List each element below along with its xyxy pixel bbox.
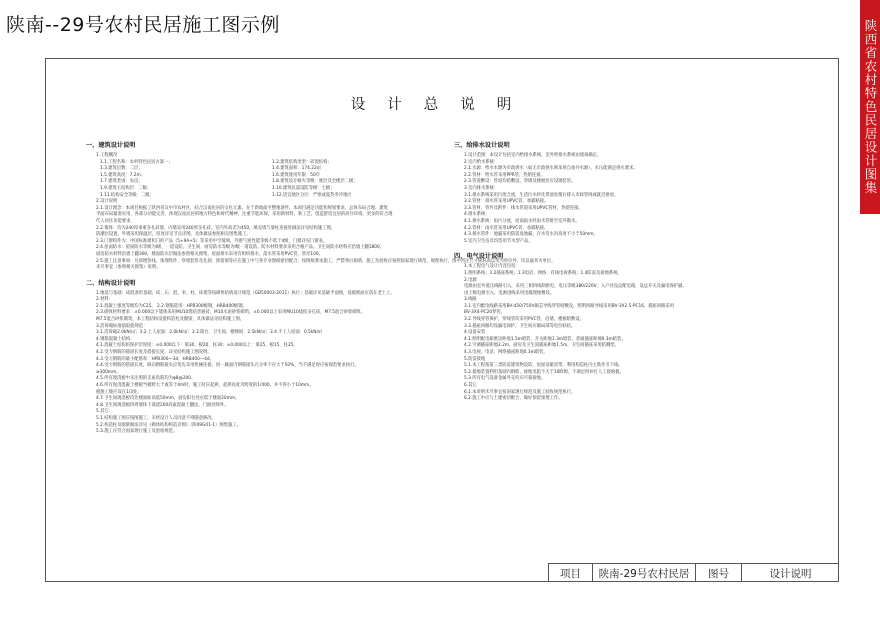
title-block xyxy=(548,563,839,582)
overview-item: 1.1.工程名称：农村特色民居方案一； xyxy=(100,159,173,165)
paragraph-line: 4.1.混凝土结构的保护层厚度：±0.000以下：梁30，板20，柱30；±0.000以上：梁25，板15，柱25。 xyxy=(96,343,298,349)
paragraph-line: 1.设计范围：本设计包括室内给排水系统，室外给排水系统由现场确定。 xyxy=(464,153,602,158)
overview-item: 1.12.适宜地区分区：严寒或夏热冬冷地区 xyxy=(272,192,352,198)
paragraph-line: 5.2.构造柱及圈梁做法详见《砌体结构构造详图》（陕09G01-1）图集施工。 xyxy=(96,422,241,428)
project-value: 陕南-29号农村民居 xyxy=(593,564,696,582)
drawing-label: 图号 xyxy=(696,564,742,582)
paragraph-line: 4.排水系统： xyxy=(464,212,490,218)
paragraph-line: 2.3.门窗构件为：中国标准窗和门的产品（5+9A+5）等采用中空玻璃，外窗气密性能等级不低于4级，门窗详见门窗表。 xyxy=(96,238,328,244)
paragraph-line: ≥300mm。 xyxy=(96,369,121,375)
paragraph-line: 3.3.插座回路均设漏电保护，卫生间应做局部等电位联结。 xyxy=(464,323,576,329)
paragraph-line: 3.3.管材、管件及附件：排水管道采用UPVC管材，热熔连接。 xyxy=(464,205,583,211)
paragraph-line: 5.1.本工程按第三类防雷建筑物设防，屋面设避雷带，利用构造柱内主筋作引下线。 xyxy=(464,363,623,369)
right-column xyxy=(454,139,804,403)
section-heading: 一、建筑设计说明 xyxy=(86,142,136,149)
spacer xyxy=(86,272,436,274)
paragraph-line: 2.1.混凝土强度等级均为C25。 2.2.钢筋选用：HPB300级钢，HRB400级钢。 xyxy=(96,303,247,309)
overview-item: 1.3.建筑层数：二层； xyxy=(100,166,143,172)
paragraph-line: 2.5.施工注意事项：凡预埋管线、预埋铁件、穿墙套管及孔洞、预留洞等应在施工中与各专业图纸密切配合，按图纸要求施工，严禁事后剔凿，施工及验收应按照国家现行规范、规程执行，图中所注尺寸除标高以米为单位外，均以毫米为单位。 xyxy=(96,258,556,264)
paragraph-line: 4.1.排水系统：雨污分流，屋面雨水经雨水管排至室外散水。 xyxy=(464,218,580,224)
paragraph-line: 4.3.电视、电话、网络插座距地0.3m暗装。 xyxy=(464,350,548,356)
paragraph-line: 5.3.所有电气设备金属外壳均应可靠接地。 xyxy=(464,376,546,382)
paragraph-line: 3.1.排水系统采用污废合流，生活污水经化粪池处理后排入市政管网或就近排放。 xyxy=(464,192,619,198)
paragraph-line: 厨房防水材料沿墙上翻300，楼面防水层做法参照相关图集，屋面排水采用有组织排水，落水管采用PVC管，管径100。 xyxy=(96,251,323,257)
drawing-value: 设计说明 xyxy=(769,567,812,580)
paragraph-line: 4.2.受力钢筋的锚固长度及搭接长度，详见结构施工图说明。 xyxy=(96,350,212,356)
paragraph-line: 由上级电源引入，电源进线采用电缆埋地敷设。 xyxy=(464,290,555,296)
paragraph-line: 2.1.设计理念：本项目根据了陕西省汉中市农村区，结合汉南民居的文化元素，在于新地面平整地条件，本项目满足功能和规划要求，总体布局合理。建筑 xyxy=(96,205,388,211)
paragraph-line: 3.室内排水系统： xyxy=(464,185,499,191)
paragraph-line: 电源由室外低压线路引入，采用三相四线制供电，电压等级380/220V，入户处设总配电箱，设总开关及漏电保护器。 xyxy=(464,284,687,290)
paragraph-line: 3.1.活荷载2.0kN/㎡；3.2.上人屋面：2.0kN/㎡；3.3.阳台、卫生间、楼梯间：2.5kN/㎡；3.4.不上人屋面：0.5kN/㎡ xyxy=(96,330,323,336)
section-heading: 四、电气设计说明 xyxy=(454,253,504,261)
paragraph-line: 4.2.管材：雨水管采用UPVC管，承插粘接。 xyxy=(464,225,549,231)
paragraph-line: 4.8.卫生间现浇板四周墙体下部浇200高素混凝土翻边，门洞处除外。 xyxy=(96,402,229,408)
overview-item: 1.8.建筑设计耐火等级：底层及全楼层二级； xyxy=(272,179,358,185)
paragraph-line: 未尽事宜（参照相关图集）说明。 xyxy=(96,265,161,271)
paragraph-line: 5.其它： xyxy=(96,409,113,415)
paragraph-line: 2.室内给水系统： xyxy=(464,159,499,165)
sheet-title: 设计总说明 xyxy=(350,97,534,113)
paragraph-line: BV-3X4-PC20穿管。 xyxy=(464,310,505,316)
overview-item: 1.10.建筑抗震设防等级：七级； xyxy=(272,185,335,191)
overview-item: 1.7.建筑类别：农房； xyxy=(100,179,143,185)
paragraph-line: 6.2.施工中应与土建密切配合，做好预留预埋工作。 xyxy=(464,396,563,402)
overview-grid xyxy=(86,160,436,200)
paragraph-line: 1.本工程电气设计内容包括： xyxy=(464,264,520,270)
paragraph-line: 4.3.受力钢筋的最小配筋率：HPB300—3d，HRB400—4d。 xyxy=(96,356,214,362)
paragraph-line: 5.2.接地装置利用基础内钢筋，接地电阻不大于10欧姆，不满足时补打人工接地极。 xyxy=(464,369,624,375)
overview-item: 1.11.结构安全等级：二级； xyxy=(100,192,154,198)
paragraph-line: 2.4.屋面防水：屋面防水等级为I级，一道设防，卫生间、厨房防水等级为I级一道设防。防水材料要求采用合格产品。卫生间防水材料应沿墙上翻1800。 xyxy=(96,245,385,251)
paragraph-line: 4.6.所有现浇混凝土楼板当板跨大于或等于4m时，施工时应起拱，起拱高度为跨度的1/400，并不得小于10mm。 xyxy=(96,383,314,388)
overview-item: 1.9.建筑主结构层：二级； xyxy=(100,185,152,191)
overview-item: 1.4.建筑面积：174.22㎡ xyxy=(272,166,322,172)
paragraph-line: 5.防雷接地 xyxy=(464,356,486,362)
paragraph-line: 4.设备安装 xyxy=(464,330,486,336)
paragraph-line: 2.电源 xyxy=(464,277,477,283)
paragraph-line: 2.设计说明 xyxy=(96,199,118,205)
paragraph-line: 6.其它 xyxy=(464,383,477,388)
paragraph-line: 1.地基与基础：砖混条形基础，砖、石、混、米、柱、砖墙等按砌体结构设计规范（GB50003-2011）执行；基础详见基础平面图，基础底面应落在老土上。 xyxy=(96,290,395,296)
paragraph-line: 4.3.排水管件：地漏采用防返臭地漏，存水弯水封高度不小于50mm。 xyxy=(464,232,598,238)
side-band xyxy=(860,0,880,214)
paragraph-line: 代人居住功能要求。 xyxy=(96,218,135,224)
paragraph-line: 2.材料： xyxy=(96,297,113,303)
paragraph-line: 2.3.管道敷设：管道均暗敷设，穿墙及楼板处应设钢套管。 xyxy=(464,179,576,185)
paragraph-line: 2.3.砌体材料要求：±0.000以下墙体采用MU10烧结普通砖，M10水泥砂浆砌筑；±0.000以上采用MU10烧结多孔砖，M7.5混合砂浆砌筑。 xyxy=(96,310,366,316)
paragraph-line: 5.3.施工应符合国家现行施工及验收规范。 xyxy=(96,429,178,435)
paragraph-line: 3.2.管材：排水管采用UPVC管，承插粘接。 xyxy=(464,199,549,205)
paragraph-line: 平面布局紧凑实用，各部分功能完善，体现汉南民居的地方特色和时代精神，注重节能环保，采用新材料、新工艺，创造舒适宜居的居住环境，更多的符合现 xyxy=(96,212,393,218)
paragraph-line: 板施工缝应设在1/3处。 xyxy=(96,389,142,395)
paragraph-line: 1.照明系统；1.2插座系统；1.3电话、网络、有线电视系统；1.4防雷及接地系统。 xyxy=(464,270,622,276)
section-heading: 三、给排水设计说明 xyxy=(454,142,510,149)
overview-item: 1.2.建筑结构类型：砖混结构； xyxy=(272,159,332,165)
paragraph-line: 4.5.所有现浇板中未注明的支座负筋均为φ8@200。 xyxy=(96,376,196,382)
paragraph-line: 防潮层设置，外墙采用保温层，厚度详见节点详图，具体做法参照相关图集施工。 xyxy=(96,232,251,238)
drawing-sheet xyxy=(45,58,839,582)
section-heading: 二、结构设计说明 xyxy=(86,279,136,287)
project-label: 项目 xyxy=(549,564,593,582)
paragraph-line: 4.2.空调插座距地2.2m，厨房及卫生间插座距地1.5m，卫生间插座采用防溅型。 xyxy=(464,343,619,349)
side-label: 陕西省农村特色民居设计图集 xyxy=(863,19,878,195)
paragraph-line: 4.7.卫生间现浇板均比楼面标高低50mm，厨房阳台处应低于楼面20mm。 xyxy=(96,396,240,402)
paragraph-line: 2.1.水源：给水水源为市政供水（如无市政供水则采用自备井水源），水压能满足供水要求。 xyxy=(464,166,638,172)
paragraph-line: 4.1.照明配电箱底边距地1.5m暗装，开关距地1.3m暗装，普通插座距地0.3m暗装。 xyxy=(464,336,626,342)
paragraph-line: M7.5混合砂浆砌筑，本工程结构设置构造柱及圈梁，具体做法见结构施工图。 xyxy=(96,317,245,323)
overview-item: 1.5.建筑高度：7.2m； xyxy=(100,172,145,178)
paragraph-line: 2.2.墙体：均为240厚承重多孔砖墙，内墙采用240厚多孔砖。室内外高差为450，填充墙与梁柱连接处做法详见结构施工图。 xyxy=(96,225,336,231)
paragraph-line: 2.2.管材：给水管采用PPR管，热熔连接。 xyxy=(464,172,545,178)
paragraph-line: 5.室内卫生洁具均选用节水型产品。 xyxy=(464,238,533,244)
paragraph-line: 3.线路 xyxy=(464,297,477,303)
document-title: 陕南--29号农村民居施工图示例 xyxy=(6,14,280,36)
paragraph-line: 3.1.室内配电线路采用BV-450/750V铜芯导线穿管暗敷设，照明回路导线采用BV-3X2.5-PC16，插座回路采用 xyxy=(464,303,675,309)
overview-item: 1.6.建筑使用年限：50年 xyxy=(272,172,321,178)
paragraph-line: 1.工程概况 xyxy=(96,153,118,158)
paragraph-line: 5.1.结构施工图应按图施工，未经设计人员同意不得随意修改。 xyxy=(96,415,216,421)
paragraph-line: 4.钢筋混凝土结构： xyxy=(96,336,135,342)
paragraph-line: 6.1.本说明未尽事宜按国家现行规范及施工验收规范执行。 xyxy=(464,389,576,395)
paragraph-line: 3.2.导线穿管保护，穿线管均采用PVC管，沿墙、楼板暗敷设。 xyxy=(464,317,584,323)
paragraph-line: 4.4.受力钢筋的搭接长度，纵向钢筋接头应优先采用机械连接，同一截面内钢筋接头百分率不应大于50%，当不满足时应按规范要求执行。 xyxy=(96,363,359,369)
spacer xyxy=(454,245,804,247)
paragraph-line: 3.活荷载标准值取值规范： xyxy=(96,323,148,329)
